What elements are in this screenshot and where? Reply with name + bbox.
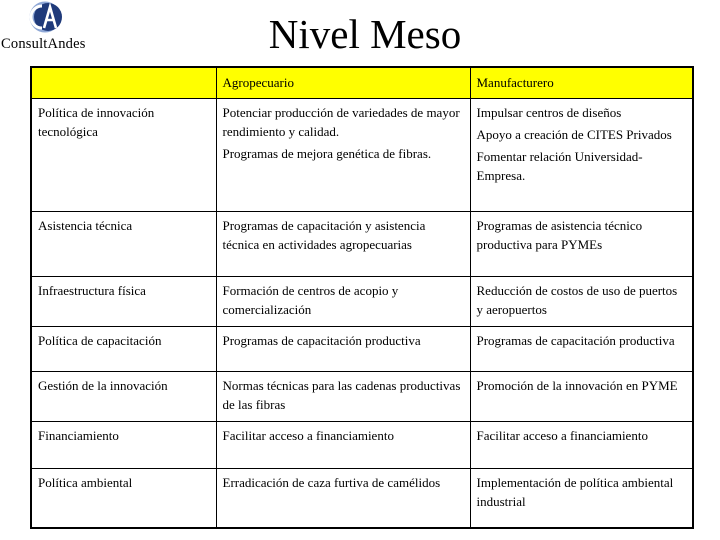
cell-manufacturero <box>470 211 693 276</box>
cell-paragraph: Formación de centros de acopio y comercialización <box>222 282 399 317</box>
header-cell-empty <box>31 67 216 98</box>
cell-paragraph: Impulsar centros de diseños <box>476 104 622 120</box>
cell-paragraph: Erradicación de caza furtiva de camélidos <box>222 474 441 490</box>
cell-agropecuario <box>216 98 470 211</box>
cell-manufacturero <box>470 371 693 421</box>
cell-paragraph: Programas de mejora genética de fibras. <box>222 145 432 161</box>
table-header-row <box>31 67 693 98</box>
cell-paragraph: Programas de capacitación y asistencia técnica en actividades agropecuarias <box>222 217 426 252</box>
cell-paragraph: Reducción de costos de uso de puertos y aeropuertos <box>476 282 678 317</box>
cell-paragraph: Facilitar acceso a financiamiento <box>476 427 648 443</box>
table-row <box>31 468 693 528</box>
cell-agropecuario <box>216 276 470 326</box>
cell-agropecuario <box>216 468 470 528</box>
logo-brand-text: ConsultAndes <box>1 36 86 52</box>
cell-paragraph: Potenciar producción de variedades de mayor rendimiento y calidad. <box>222 104 460 139</box>
row-label: Gestión de la innovación <box>31 371 216 421</box>
cell-agropecuario <box>216 371 470 421</box>
header-cell-manufacturero: Manufacturero <box>470 67 693 98</box>
ca-logo-icon <box>22 0 68 36</box>
consultandes-logo <box>0 0 110 60</box>
row-label: Infraestructura física <box>31 276 216 326</box>
cell-manufacturero <box>470 276 693 326</box>
cell-paragraph: Programas de asistencia técnico productiva para PYMEs <box>476 217 643 252</box>
table-row <box>31 326 693 371</box>
cell-paragraph: Normas técnicas para las cadenas productivas de las fibras <box>222 377 461 412</box>
cell-manufacturero <box>470 421 693 468</box>
row-label: Financiamiento <box>31 421 216 468</box>
row-label: Política ambiental <box>31 468 216 528</box>
row-label: Política de innovación tecnológica <box>31 98 216 211</box>
cell-agropecuario <box>216 211 470 276</box>
comparison-table <box>30 66 694 529</box>
table-row <box>31 371 693 421</box>
cell-paragraph: Promoción de la innovación en PYME <box>476 377 678 393</box>
cell-agropecuario <box>216 326 470 371</box>
cell-paragraph: Apoyo a creación de CITES Privados <box>476 126 672 142</box>
header-cell-agropecuario: Agropecuario <box>216 67 470 98</box>
cell-manufacturero <box>470 98 693 211</box>
cell-paragraph: Implementación de política ambiental industrial <box>476 474 674 509</box>
page-title: Nivel Meso <box>268 11 462 57</box>
table-row <box>31 276 693 326</box>
cell-manufacturero <box>470 468 693 528</box>
table-row <box>31 98 693 211</box>
row-label: Asistencia técnica <box>31 211 216 276</box>
cell-paragraph: Programas de capacitación productiva <box>222 332 421 348</box>
table-row <box>31 421 693 468</box>
row-label: Política de capacitación <box>31 326 216 371</box>
cell-agropecuario <box>216 421 470 468</box>
table-row <box>31 211 693 276</box>
cell-paragraph: Fomentar relación Universidad-Empresa. <box>476 148 643 183</box>
cell-manufacturero <box>470 326 693 371</box>
cell-paragraph: Facilitar acceso a financiamiento <box>222 427 394 443</box>
cell-paragraph: Programas de capacitación productiva <box>476 332 675 348</box>
